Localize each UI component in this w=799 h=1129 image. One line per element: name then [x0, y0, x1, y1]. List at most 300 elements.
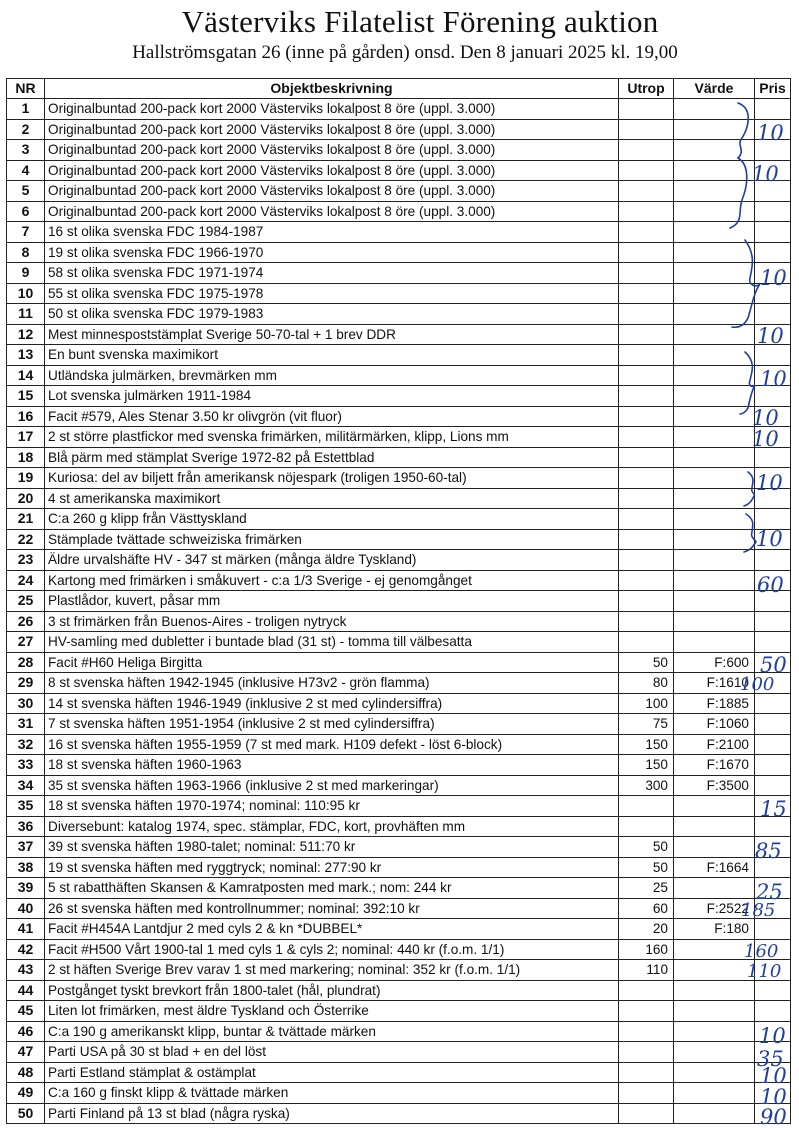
lot-description: 2 st häften Sverige Brev varav 1 st med markering; nominal: 352 kr (f.o.m. 1/1): [45, 960, 619, 981]
lot-number: 15: [7, 386, 45, 407]
lot-number: 20: [7, 488, 45, 509]
lot-number: 29: [7, 673, 45, 694]
lot-pris: [755, 980, 791, 1001]
lot-utrop: 20: [619, 919, 674, 940]
lot-number: 30: [7, 693, 45, 714]
handwritten-price: 85: [755, 839, 782, 863]
table-row: [7, 1062, 791, 1083]
lot-description: Facit #H454A Lantdjur 2 med cyls 2 & kn *DUBBEL*: [45, 919, 619, 940]
lot-utrop: [619, 980, 674, 1001]
lot-number: 13: [7, 345, 45, 366]
lot-number: 24: [7, 570, 45, 591]
lot-number: 18: [7, 447, 45, 468]
lot-number: 27: [7, 632, 45, 653]
lot-utrop: 150: [619, 734, 674, 755]
lot-utrop: [619, 427, 674, 448]
lot-number: 14: [7, 365, 45, 386]
table-row: [7, 283, 791, 304]
lot-description: Originalbuntad 200-pack kort 2000 Västerviks lokalpost 8 öre (uppl. 3.000): [45, 181, 619, 202]
lot-number: 28: [7, 652, 45, 673]
handwritten-price: 15: [760, 797, 787, 821]
handwritten-price: 50: [760, 653, 787, 677]
lot-varde: [674, 345, 755, 366]
table-row: [7, 591, 791, 612]
lot-description: 2 st större plastfickor med svenska frimärken, militärmärken, klipp, Lions mm: [45, 427, 619, 448]
lot-varde: [674, 386, 755, 407]
lot-number: 22: [7, 529, 45, 550]
lot-description: 4 st amerikanska maximikort: [45, 488, 619, 509]
lot-number: 41: [7, 919, 45, 940]
lot-utrop: [619, 1001, 674, 1022]
lot-utrop: [619, 796, 674, 817]
lot-utrop: [619, 816, 674, 837]
lot-varde: F:3500: [674, 775, 755, 796]
table-row: [7, 570, 791, 591]
lot-varde: [674, 119, 755, 140]
lot-varde: [674, 960, 755, 981]
lot-utrop: 80: [619, 673, 674, 694]
lot-pris: [755, 222, 791, 243]
table-row: [7, 632, 791, 653]
table-row: [7, 734, 791, 755]
lot-utrop: [619, 283, 674, 304]
handwritten-price: 10: [757, 121, 784, 145]
lot-description: Blå pärm med stämplat Sverige 1972-82 på Estettblad: [45, 447, 619, 468]
page-subtitle: Hallströmsgatan 26 (inne på gården) onsd. Den 8 januari 2025 kl. 19,00: [132, 42, 678, 63]
lot-varde: [674, 160, 755, 181]
lot-varde: F:1664: [674, 857, 755, 878]
lot-description: Facit #579, Ales Stenar 3.50 kr olivgrön (vit fluor): [45, 406, 619, 427]
table-row: [7, 1083, 791, 1104]
table-row: [7, 980, 791, 1001]
lot-utrop: 160: [619, 939, 674, 960]
lot-description: 58 st olika svenska FDC 1971-1974: [45, 263, 619, 284]
lot-pris: [755, 611, 791, 632]
handwritten-price: 60: [757, 573, 784, 597]
lot-utrop: [619, 345, 674, 366]
lot-description: Originalbuntad 200-pack kort 2000 Västerviks lokalpost 8 öre (uppl. 3.000): [45, 99, 619, 120]
table-row: [7, 1021, 791, 1042]
lot-number: 32: [7, 734, 45, 755]
lot-pris: [755, 693, 791, 714]
table-row: [7, 488, 791, 509]
lot-utrop: [619, 468, 674, 489]
lot-utrop: [619, 550, 674, 571]
lot-utrop: 75: [619, 714, 674, 735]
lot-description: HV-samling med dubletter i buntade blad (31 st) - tomma till välbesatta: [45, 632, 619, 653]
lot-varde: F:1060: [674, 714, 755, 735]
table-row: [7, 960, 791, 981]
lot-utrop: [619, 611, 674, 632]
lot-varde: [674, 1042, 755, 1063]
lot-varde: F:600: [674, 652, 755, 673]
lot-varde: [674, 263, 755, 284]
lot-number: 48: [7, 1062, 45, 1083]
handwritten-price: 25: [756, 880, 783, 904]
table-row: [7, 406, 791, 427]
lot-description: Lot svenska julmärken 1911-1984: [45, 386, 619, 407]
column-header-pris: Pris: [755, 79, 791, 99]
lot-description: Liten lot frimärken, mest äldre Tyskland och Österrike: [45, 1001, 619, 1022]
lot-description: Originalbuntad 200-pack kort 2000 Västerviks lokalpost 8 öre (uppl. 3.000): [45, 160, 619, 181]
lot-pris: [755, 304, 791, 325]
lot-utrop: [619, 304, 674, 325]
lot-description: Parti Estland stämplat & ostämplat: [45, 1062, 619, 1083]
table-row: [7, 1103, 791, 1124]
handwritten-price: 10: [757, 324, 784, 348]
lot-description: Stämplade tvättade schweiziska frimärken: [45, 529, 619, 550]
lot-description: C:a 190 g amerikanskt klipp, buntar & tvättade märken: [45, 1021, 619, 1042]
table-row: [7, 222, 791, 243]
lot-varde: [674, 796, 755, 817]
lot-utrop: [619, 1021, 674, 1042]
lot-utrop: [619, 591, 674, 612]
lot-varde: [674, 304, 755, 325]
lot-utrop: [619, 406, 674, 427]
lot-number: 42: [7, 939, 45, 960]
lot-number: 45: [7, 1001, 45, 1022]
table-row: [7, 263, 791, 284]
lot-varde: [674, 570, 755, 591]
lot-varde: [674, 1062, 755, 1083]
lot-pris: [755, 755, 791, 776]
lot-number: 17: [7, 427, 45, 448]
lot-description: Facit #H60 Heliga Birgitta: [45, 652, 619, 673]
lot-description: 18 st svenska häften 1970-1974; nominal: 110:95 kr: [45, 796, 619, 817]
lot-description: Facit #H500 Vårt 1900-tal 1 med cyls 1 & cyls 2; nominal: 440 kr (f.o.m. 1/1): [45, 939, 619, 960]
lot-description: Äldre urvalshäfte HV - 347 st märken (många äldre Tyskland): [45, 550, 619, 571]
lot-number: 11: [7, 304, 45, 325]
lot-pris: [755, 1001, 791, 1022]
lot-description: 3 st frimärken från Buenos-Aires - troligen nytryck: [45, 611, 619, 632]
lot-pris: [755, 509, 791, 530]
lot-utrop: [619, 263, 674, 284]
lot-varde: F:1670: [674, 755, 755, 776]
lot-varde: [674, 488, 755, 509]
lot-varde: [674, 427, 755, 448]
handwritten-price: 10: [756, 527, 783, 551]
lot-utrop: [619, 160, 674, 181]
lot-varde: [674, 550, 755, 571]
lot-utrop: [619, 119, 674, 140]
lot-pris: [755, 632, 791, 653]
lot-description: 55 st olika svenska FDC 1975-1978: [45, 283, 619, 304]
table-row: [7, 816, 791, 837]
lot-description: 16 st svenska häften 1955-1959 (7 st med mark. H109 defekt - löst 6-block): [45, 734, 619, 755]
lot-number: 25: [7, 591, 45, 612]
table-row: [7, 160, 791, 181]
lot-number: 6: [7, 201, 45, 222]
lot-description: En bunt svenska maximikort: [45, 345, 619, 366]
lot-number: 21: [7, 509, 45, 530]
column-header-description: Objektbeskrivning: [45, 79, 619, 99]
handwritten-price: 10: [756, 471, 783, 495]
lot-number: 31: [7, 714, 45, 735]
lot-description: Diversebunt: katalog 1974, spec. stämplar, FDC, kort, provhäften mm: [45, 816, 619, 837]
handwritten-price: 10: [760, 367, 787, 391]
table-row: [7, 693, 791, 714]
table-row: [7, 857, 791, 878]
table-row: [7, 468, 791, 489]
lot-utrop: [619, 1083, 674, 1104]
lot-varde: [674, 406, 755, 427]
lot-description: Parti Finland på 13 st blad (några ryska): [45, 1103, 619, 1124]
table-row: [7, 673, 791, 694]
table-row: [7, 242, 791, 263]
lot-varde: [674, 447, 755, 468]
lot-utrop: [619, 140, 674, 161]
lot-varde: [674, 1001, 755, 1022]
lot-pris: [755, 919, 791, 940]
table-row: [7, 939, 791, 960]
table-row: [7, 837, 791, 858]
lot-pris: [755, 201, 791, 222]
lot-utrop: [619, 529, 674, 550]
lot-utrop: [619, 99, 674, 120]
lot-number: 3: [7, 140, 45, 161]
table-row: [7, 898, 791, 919]
lot-varde: [674, 201, 755, 222]
lot-varde: F:180: [674, 919, 755, 940]
lot-varde: F:1885: [674, 693, 755, 714]
lot-utrop: [619, 1062, 674, 1083]
lot-number: 7: [7, 222, 45, 243]
lot-number: 34: [7, 775, 45, 796]
lot-number: 1: [7, 99, 45, 120]
table-row: [7, 550, 791, 571]
table-row: [7, 345, 791, 366]
lot-varde: [674, 468, 755, 489]
lot-description: Utländska julmärken, brevmärken mm: [45, 365, 619, 386]
lot-number: 38: [7, 857, 45, 878]
lot-varde: [674, 611, 755, 632]
lot-number: 19: [7, 468, 45, 489]
lot-description: Postgånget tyskt brevkort från 1800-talet (hål, plundrat): [45, 980, 619, 1001]
lot-utrop: [619, 386, 674, 407]
table-row: [7, 201, 791, 222]
handwritten-price: 10: [759, 1024, 786, 1048]
lot-varde: [674, 1021, 755, 1042]
lot-description: Parti USA på 30 st blad + en del löst: [45, 1042, 619, 1063]
lot-utrop: [619, 324, 674, 345]
lot-number: 10: [7, 283, 45, 304]
column-header-utrop: Utrop: [619, 79, 674, 99]
lot-utrop: 50: [619, 857, 674, 878]
lot-pris: [755, 775, 791, 796]
lot-description: 16 st olika svenska FDC 1984-1987: [45, 222, 619, 243]
lot-varde: F:2100: [674, 734, 755, 755]
lot-utrop: [619, 181, 674, 202]
lot-number: 9: [7, 263, 45, 284]
lot-description: C:a 260 g klipp från Västtyskland: [45, 509, 619, 530]
lot-description: Mest minnespoststämplat Sverige 50-70-tal + 1 brev DDR: [45, 324, 619, 345]
column-header-varde: Värde: [674, 79, 755, 99]
lot-number: 16: [7, 406, 45, 427]
lot-description: 19 st svenska häften med ryggtryck; nominal: 277:90 kr: [45, 857, 619, 878]
lot-varde: [674, 181, 755, 202]
lot-varde: [674, 837, 755, 858]
lot-number: 49: [7, 1083, 45, 1104]
lot-description: 5 st rabatthäften Skansen & Kamratposten med mark.; nom: 244 kr: [45, 878, 619, 899]
lot-utrop: [619, 447, 674, 468]
table-header-row: [7, 79, 791, 99]
lot-number: 12: [7, 324, 45, 345]
lot-utrop: [619, 570, 674, 591]
lot-utrop: [619, 242, 674, 263]
lot-pris: [755, 714, 791, 735]
lot-number: 23: [7, 550, 45, 571]
lot-description: 26 st svenska häften med kontrollnummer; nominal: 392:10 kr: [45, 898, 619, 919]
lot-description: 18 st svenska häften 1960-1963: [45, 755, 619, 776]
handwritten-price: 10: [760, 266, 787, 290]
lot-description: 19 st olika svenska FDC 1966-1970: [45, 242, 619, 263]
lot-varde: [674, 365, 755, 386]
handwritten-price: 160: [744, 941, 779, 962]
lot-number: 35: [7, 796, 45, 817]
lot-utrop: [619, 365, 674, 386]
handwritten-price: 10: [760, 1064, 787, 1088]
lot-varde: [674, 242, 755, 263]
lot-description: 50 st olika svenska FDC 1979-1983: [45, 304, 619, 325]
lot-varde: [674, 816, 755, 837]
lot-utrop: 110: [619, 960, 674, 981]
table-row: [7, 919, 791, 940]
table-row: [7, 611, 791, 632]
lot-utrop: [619, 201, 674, 222]
lot-number: 40: [7, 898, 45, 919]
lot-utrop: [619, 1103, 674, 1124]
lot-pris: [755, 550, 791, 571]
lot-number: 44: [7, 980, 45, 1001]
table-row: [7, 427, 791, 448]
handwritten-price: 35: [757, 1047, 784, 1071]
handwritten-price: 10: [752, 427, 779, 451]
lot-description: 35 st svenska häften 1963-1966 (inklusive 2 st med markeringar): [45, 775, 619, 796]
lot-varde: [674, 1083, 755, 1104]
lot-description: Kuriosa: del av biljett från amerikansk nöjespark (troligen 1950-60-tal): [45, 468, 619, 489]
lot-number: 8: [7, 242, 45, 263]
lot-utrop: 100: [619, 693, 674, 714]
lot-utrop: [619, 1042, 674, 1063]
lot-varde: [674, 878, 755, 899]
lot-utrop: [619, 488, 674, 509]
handwritten-price: 110: [747, 961, 782, 982]
lot-utrop: 50: [619, 837, 674, 858]
lot-pris: [755, 734, 791, 755]
lot-description: Kartong med frimärken i småkuvert - c:a 1/3 Sverige - ej genomgånget: [45, 570, 619, 591]
lot-description: Originalbuntad 200-pack kort 2000 Västerviks lokalpost 8 öre (uppl. 3.000): [45, 201, 619, 222]
table-row: [7, 755, 791, 776]
lot-description: 14 st svenska häften 1946-1949 (inklusive 2 st med cylindersiffra): [45, 693, 619, 714]
handwritten-price: 185: [741, 900, 776, 921]
lot-number: 5: [7, 181, 45, 202]
lot-varde: F:2522: [674, 898, 755, 919]
lot-varde: [674, 980, 755, 1001]
lot-description: 7 st svenska häften 1951-1954 (inklusive 2 st med cylindersiffra): [45, 714, 619, 735]
lot-number: 4: [7, 160, 45, 181]
handwritten-price: 90: [760, 1105, 787, 1129]
lot-number: 2: [7, 119, 45, 140]
handwritten-price: 10: [760, 1085, 787, 1109]
lot-varde: [674, 1103, 755, 1124]
handwritten-price: 100: [740, 674, 775, 695]
lot-utrop: 150: [619, 755, 674, 776]
table-row: [7, 775, 791, 796]
table-row: [7, 119, 791, 140]
lot-varde: F:1610: [674, 673, 755, 694]
table-row: [7, 181, 791, 202]
lot-number: 26: [7, 611, 45, 632]
table-row: [7, 509, 791, 530]
table-row: [7, 652, 791, 673]
lot-varde: [674, 283, 755, 304]
lot-varde: [674, 222, 755, 243]
table-row: [7, 1042, 791, 1063]
lot-number: 37: [7, 837, 45, 858]
lot-number: 36: [7, 816, 45, 837]
table-row: [7, 714, 791, 735]
table-row: [7, 304, 791, 325]
lot-number: 46: [7, 1021, 45, 1042]
lot-number: 50: [7, 1103, 45, 1124]
lot-varde: [674, 591, 755, 612]
lot-number: 39: [7, 878, 45, 899]
handwritten-price: 10: [752, 162, 779, 186]
lot-utrop: 300: [619, 775, 674, 796]
table-row: [7, 1001, 791, 1022]
lot-description: C:a 160 g finskt klipp & tvättade märken: [45, 1083, 619, 1104]
lot-description: 8 st svenska häften 1942-1945 (inklusive H73v2 - grön flamma): [45, 673, 619, 694]
table-row: [7, 447, 791, 468]
lot-varde: [674, 939, 755, 960]
lot-number: 47: [7, 1042, 45, 1063]
table-row: [7, 324, 791, 345]
lot-utrop: [619, 632, 674, 653]
handwritten-price: 10: [752, 406, 779, 430]
lot-description: 39 st svenska häften 1980-talet; nominal: 511:70 kr: [45, 837, 619, 858]
lot-description: Originalbuntad 200-pack kort 2000 Västerviks lokalpost 8 öre (uppl. 3.000): [45, 140, 619, 161]
lot-varde: [674, 99, 755, 120]
column-header-nr: NR: [7, 79, 45, 99]
lot-number: 33: [7, 755, 45, 776]
lot-varde: [674, 324, 755, 345]
auction-table: [6, 78, 791, 1124]
lot-utrop: 25: [619, 878, 674, 899]
table-row: [7, 529, 791, 550]
table-row: [7, 365, 791, 386]
lot-varde: [674, 509, 755, 530]
lot-varde: [674, 529, 755, 550]
lot-varde: [674, 632, 755, 653]
lot-utrop: 60: [619, 898, 674, 919]
table-body: [7, 99, 791, 1124]
lot-pris: [755, 99, 791, 120]
table-row: [7, 878, 791, 899]
lot-number: 43: [7, 960, 45, 981]
lot-utrop: [619, 509, 674, 530]
table-row: [7, 386, 791, 407]
lot-description: Originalbuntad 200-pack kort 2000 Västerviks lokalpost 8 öre (uppl. 3.000): [45, 119, 619, 140]
lot-utrop: [619, 222, 674, 243]
lot-description: Plastlådor, kuvert, påsar mm: [45, 591, 619, 612]
lot-varde: [674, 140, 755, 161]
table-row: [7, 796, 791, 817]
table-row: [7, 140, 791, 161]
table-row: [7, 99, 791, 120]
page-title: Västerviks Filatelist Förening auktion: [181, 4, 659, 39]
lot-pris: [755, 242, 791, 263]
lot-utrop: 50: [619, 652, 674, 673]
